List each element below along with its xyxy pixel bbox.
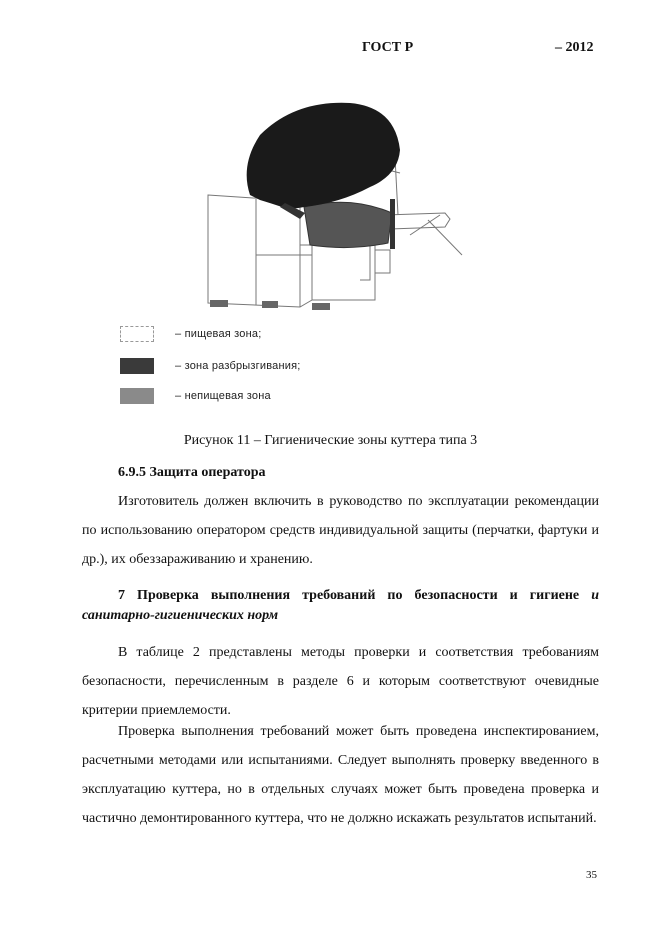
section-paragraph-1: В таблице 2 представлены методы проверки и соответствия требованиям безопасности, перечисленным в разделе 6 и которым соответствуют очевидные критерии приемлемости. bbox=[82, 645, 599, 718]
subsection-paragraph: Изготовитель должен включить в руководство по эксплуатации рекомендации по использованию оператором средств индивидуальной защиты (перчатки, фартуки и др.), их обеззараживанию и хранению. bbox=[82, 494, 599, 567]
section-title-bold: 7 Проверка выполнения требований по безопасности и гигиене bbox=[118, 588, 580, 603]
section-heading bbox=[82, 586, 599, 626]
figure-caption: Рисунок 11 – Гигиенические зоны куттера типа 3 bbox=[183, 433, 478, 448]
section-title-italic: и санитарно-гигиенических норм bbox=[82, 588, 599, 623]
page-number: 35 bbox=[586, 869, 597, 881]
section-paragraph-2: Проверка выполнения требований может быть проведена инспектированием, расчетными методами или испытаниями. Следует выполнять проверку введенного в эксплуатацию куттера, но в отдельных случаях может быть проведена проверка и частично демонтированного куттера, что не должно искажать результатов испытаний. bbox=[82, 724, 599, 826]
legend-row-splash bbox=[120, 357, 301, 375]
legend-label-food: – пищевая зона; bbox=[175, 328, 262, 340]
legend-row-nonfood bbox=[120, 387, 271, 405]
legend-row-food bbox=[120, 325, 261, 343]
header-year: – 2012 bbox=[555, 40, 594, 55]
cutter-figure bbox=[200, 95, 475, 315]
header-standard: ГОСТ Р bbox=[362, 40, 414, 55]
legend-label-nonfood: – непищевая зона bbox=[175, 390, 271, 402]
legend-swatch-food bbox=[120, 326, 154, 342]
legend-swatch-splash bbox=[120, 358, 154, 374]
legend-label-splash: – зона разбрызгивания; bbox=[175, 360, 301, 372]
subsection-heading: 6.9.5 Защита оператора bbox=[118, 465, 266, 480]
legend-swatch-nonfood bbox=[120, 388, 154, 404]
